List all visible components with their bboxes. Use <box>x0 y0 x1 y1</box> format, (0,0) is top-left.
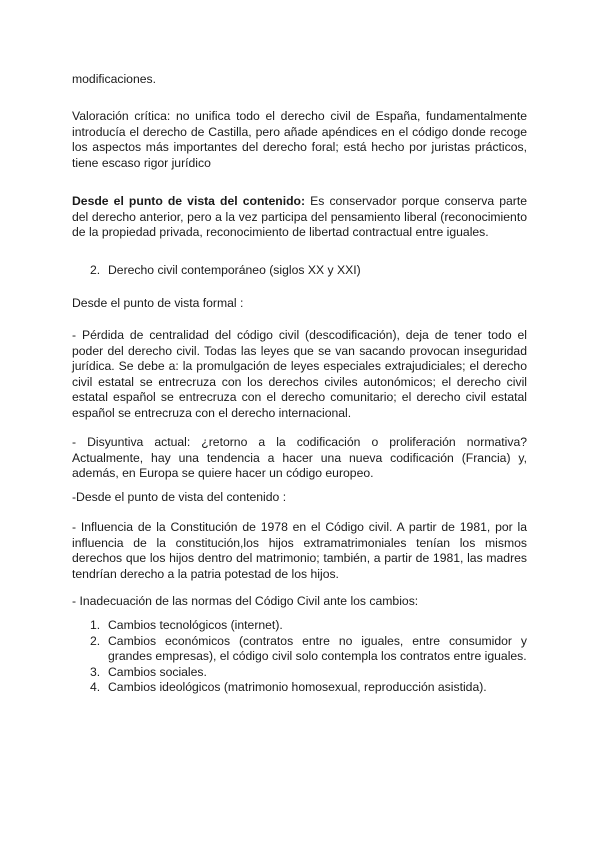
list-item-text: Cambios tecnológicos (internet). <box>108 618 283 632</box>
paragraph-vista-formal: Desde el punto de vista formal : <box>72 296 244 310</box>
list-item-number: 1. <box>90 618 101 632</box>
section-2-title: Derecho civil contemporáneo (siglos XX y XXI) <box>108 263 361 277</box>
list-item-text: Cambios ideológicos (matrimonio homosexual, reproducción asistida). <box>108 680 487 695</box>
list-item <box>72 634 527 665</box>
paragraph-inadecuacion: - Inadecuación de las normas del Código Civil ante los cambios: <box>72 594 419 608</box>
paragraph-contenido-text: Es conservador porque conserva parte del derecho anterior, pero a la vez participa del pensamiento liberal (reconocimiento de la propiedad privada, reconocimiento de libertad contractual entre iguales. <box>72 194 527 240</box>
section-2-number: 2. <box>90 263 101 277</box>
paragraph-disyuntiva: - Disyuntiva actual: ¿retorno a la codificación o proliferación normativa? Actualmente, hay una tendencia a hacer una nueva codificación (Francia) y, además, en Europa se quiere hacer un código europeo. <box>72 435 527 481</box>
list-item <box>72 665 527 681</box>
list-item-number: 3. <box>90 664 101 679</box>
paragraph-constitucion: - Influencia de la Constitución de 1978 en el Código civil. A partir de 1981, por la influencia de la constitución,los hijos extramatrimoniales tenían los mismos derechos que los hijos dentro del matrimonio; también, a partir de 1981, las madres tendrían derecho a la patria potestad de los hijos. <box>72 520 527 581</box>
list-item <box>72 618 527 634</box>
paragraph-valoracion-critica: Valoración crítica: no unifica todo el derecho civil de España, fundamentalmente introducía el derecho de Castilla, pero añade apéndices en el código donde recoge los aspectos más importantes del derecho foral; está hecho por juristas prácticos, tiene escaso rigor jurídico <box>72 109 527 170</box>
paragraph-contenido-heading: Desde el punto de vista del contenido: <box>72 194 306 208</box>
list-item-number: 4. <box>90 680 101 695</box>
changes-list <box>72 618 527 696</box>
paragraph-descodificacion: - Pérdida de centralidad del código civil (descodificación), deja de tener todo el poder del derecho civil. Todas las leyes que se van sacando provocan inseguridad jurídica. Se debe a: la promulgación de leyes especiales extrajudiciales; el derecho civil estatal se entrecruza con los derechos civiles autonómicos; el derecho civil estatal español se entrecruza con el derecho comunitario; el derecho civil estatal español se entrecruza con el derecho internacional. <box>72 328 527 420</box>
list-item <box>72 680 527 696</box>
list-item-number: 2. <box>90 633 101 648</box>
paragraph-vista-contenido: -Desde el punto de vista del contenido : <box>72 490 287 504</box>
list-item-text: Cambios sociales. <box>108 664 207 679</box>
paragraph-contenido <box>72 194 527 241</box>
section-2-heading <box>72 263 527 279</box>
list-item-text: Cambios económicos (contratos entre no iguales, entre consumidor y grandes empresas), el código civil solo contempla los contratos entre iguales. <box>108 633 527 664</box>
paragraph-modificaciones: modificaciones. <box>72 72 156 86</box>
